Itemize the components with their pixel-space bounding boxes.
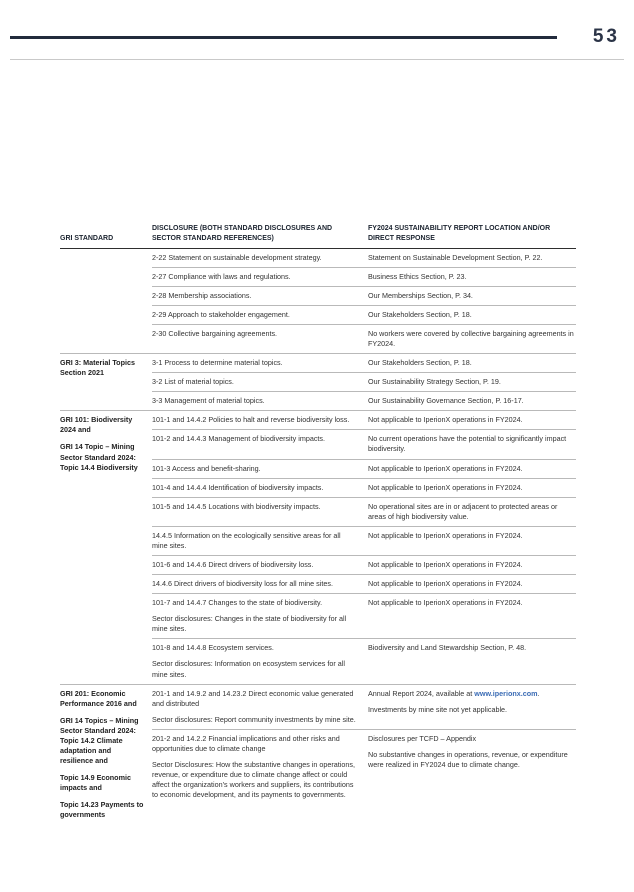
- response-text: Our Sustainability Governance Section, P. 16-17.: [368, 396, 524, 406]
- response-text: Our Stakeholders Section, P. 18.: [368, 358, 472, 368]
- response-text: Not applicable to IperionX operations in FY2024.: [368, 598, 523, 608]
- header-rule: [10, 36, 557, 39]
- disclosure-text: 3-2 List of material topics.: [152, 377, 234, 387]
- response-cell: [368, 287, 576, 305]
- disclosure-cell: [152, 373, 368, 391]
- disclosure-cell: [152, 479, 368, 497]
- gri-standard-text: Topic 14.9 Economic impacts and: [60, 773, 131, 793]
- gri-standard-text: GRI 201: Economic Performance 2016 and: [60, 688, 137, 708]
- table-row: [152, 730, 576, 804]
- gri-standard-text: GRI 14 Topics – Mining Sector Standard 2024: Topic 14.2 Climate adaptation and resilience and: [60, 715, 139, 766]
- response-cell: [368, 392, 576, 410]
- table-row: [152, 306, 576, 325]
- response-cell: [368, 460, 576, 478]
- response-cell: [368, 268, 576, 286]
- response-text: Biodiversity and Land Stewardship Section, P. 48.: [368, 643, 527, 653]
- response-text: Disclosures per TCFD – Appendix: [368, 733, 477, 743]
- response-text: No workers were covered by collective bargaining agreements in FY2024.: [368, 328, 574, 348]
- gri-standard-text: GRI 3: Material Topics Section 2021: [60, 358, 135, 378]
- response-cell: [368, 411, 576, 429]
- disclosure-cell: [152, 249, 368, 267]
- disclosure-cell: [152, 556, 368, 574]
- disclosure-cell: [152, 430, 368, 458]
- disclosure-text: 2-27 Compliance with laws and regulations.: [152, 271, 291, 281]
- response-text: Not applicable to IperionX operations in FY2024.: [368, 560, 523, 569]
- disclosure-text: 3-1 Process to determine material topics.: [152, 358, 283, 368]
- disclosure-cell: [152, 498, 368, 526]
- response-text: Annual Report 2024, available at www.iperionx.com.: [368, 688, 540, 698]
- disclosure-text: Sector disclosures: Changes in the state of biodiversity for all mine sites.: [152, 614, 347, 634]
- response-cell: [368, 594, 576, 638]
- disclosure-cell: [152, 268, 368, 286]
- response-cell: [368, 527, 576, 555]
- gri-index-table: [60, 224, 576, 824]
- table-row: [152, 498, 576, 527]
- disclosure-text: 201-1 and 14.9.2 and 14.23.2 Direct economic value generated and distributed: [152, 688, 354, 708]
- gri-standard-cell: [60, 249, 152, 353]
- page-number: 53: [592, 26, 620, 47]
- response-cell: [368, 479, 576, 497]
- header-divider: [10, 59, 624, 60]
- gri-index-table-body: [60, 249, 576, 825]
- disclosure-text: 3-3 Management of material topics.: [152, 396, 265, 406]
- response-text: Statement on Sustainable Development Section, P. 22.: [368, 252, 543, 262]
- disclosure-cell: [152, 306, 368, 324]
- response-cell: [368, 325, 576, 353]
- disclosure-cell: [152, 575, 368, 593]
- table-group: [60, 410, 576, 683]
- response-cell: [368, 685, 576, 729]
- disclosure-text: Sector disclosures: Information on ecosystem services for all mine sites.: [152, 659, 345, 679]
- response-cell: [368, 354, 576, 372]
- disclosure-cell: [152, 685, 368, 729]
- table-row: [152, 430, 576, 459]
- disclosure-text: 2-22 Statement on sustainable development strategy.: [152, 252, 322, 262]
- disclosure-text: 2-29 Approach to stakeholder engagement.: [152, 309, 290, 319]
- disclosure-cell: [152, 411, 368, 429]
- table-row: [152, 287, 576, 306]
- disclosure-cell: [152, 287, 368, 305]
- response-cell: [368, 306, 576, 324]
- iperionx-link[interactable]: www.iperionx.com: [474, 688, 538, 698]
- disclosure-cell: [152, 325, 368, 353]
- response-cell: [368, 249, 576, 267]
- gri-standard-cell: [60, 354, 152, 410]
- response-cell: [368, 556, 576, 574]
- disclosure-text: 201-2 and 14.2.2 Financial implications and other risks and opportunities due to climate change: [152, 733, 340, 753]
- gri-standard-text: GRI 14 Topic – Mining Sector Standard 2024: Topic 14.4 Biodiversity: [60, 442, 138, 472]
- response-cell: [368, 373, 576, 391]
- disclosure-cell: [152, 354, 368, 372]
- response-cell: [368, 575, 576, 593]
- table-row: [152, 373, 576, 392]
- table-row: [152, 594, 576, 639]
- disclosure-text: 101-4 and 14.4.4 Identification of biodiversity impacts.: [152, 482, 324, 492]
- table-row: [152, 268, 576, 287]
- table-row: [152, 479, 576, 498]
- response-cell: [368, 639, 576, 683]
- disclosure-text: 101-2 and 14.4.3 Management of biodiversity impacts.: [152, 434, 325, 444]
- table-header-row: [60, 224, 576, 249]
- table-group-rows: [152, 685, 576, 825]
- table-row: [152, 392, 576, 410]
- response-text: Not applicable to IperionX operations in FY2024.: [368, 530, 523, 540]
- disclosure-cell: [152, 594, 368, 638]
- response-text: Not applicable to IperionX operations in FY2024.: [368, 482, 523, 492]
- gri-standard-text: Topic 14.23 Payments to governments: [60, 800, 144, 820]
- disclosure-text: 101-1 and 14.4.2 Policies to halt and reverse biodiversity loss.: [152, 415, 350, 425]
- disclosure-text: 101-6 and 14.4.6 Direct drivers of biodiversity loss.: [152, 560, 314, 569]
- table-group-rows: [152, 354, 576, 410]
- gri-standard-cell: [60, 685, 152, 825]
- table-row: [152, 556, 576, 575]
- response-text: Investments by mine site not yet applicable.: [368, 704, 508, 714]
- response-cell: [368, 730, 576, 804]
- disclosure-text: 101-8 and 14.4.8 Ecosystem services.: [152, 643, 274, 653]
- table-group-rows: [152, 411, 576, 683]
- column-header-response: FY2024 SUSTAINABILITY REPORT LOCATION AND/OR DIRECT RESPONSE: [368, 225, 551, 242]
- disclosure-cell: [152, 392, 368, 410]
- disclosure-text: 14.4.6 Direct drivers of biodiversity loss for all mine sites.: [152, 579, 333, 589]
- response-text: Not applicable to IperionX operations in FY2024.: [368, 415, 523, 425]
- table-row: [152, 575, 576, 594]
- column-header-disclosure: DISCLOSURE (BOTH STANDARD DISCLOSURES AND SECTOR STANDARD REFERENCES): [152, 225, 333, 242]
- disclosure-cell: [152, 730, 368, 804]
- disclosure-cell: [152, 527, 368, 555]
- disclosure-cell: [152, 639, 368, 683]
- response-text: Our Sustainability Strategy Section, P. 19.: [368, 377, 501, 387]
- response-text: Our Memberships Section, P. 34.: [368, 290, 473, 300]
- table-row: [152, 639, 576, 683]
- gri-standard-cell: [60, 411, 152, 683]
- disclosure-text: 14.4.5 Information on the ecologically sensitive areas for all mine sites.: [152, 530, 341, 550]
- disclosure-text: 101-5 and 14.4.5 Locations with biodiversity impacts.: [152, 501, 321, 511]
- table-row: [152, 325, 576, 353]
- table-group-rows: [152, 249, 576, 353]
- disclosure-text: 2-30 Collective bargaining agreements.: [152, 328, 278, 338]
- table-row: [152, 354, 576, 373]
- table-group: [60, 684, 576, 825]
- table-group: [60, 353, 576, 410]
- gri-standard-text: GRI 101: Biodiversity 2024 and: [60, 415, 133, 435]
- response-cell: [368, 498, 576, 526]
- disclosure-text: 2-28 Membership associations.: [152, 290, 252, 300]
- disclosure-cell: [152, 460, 368, 478]
- response-text: Business Ethics Section, P. 23.: [368, 271, 467, 281]
- disclosure-text: 101-7 and 14.4.7 Changes to the state of biodiversity.: [152, 598, 323, 608]
- table-group: [60, 249, 576, 353]
- response-text: Not applicable to IperionX operations in FY2024.: [368, 579, 523, 589]
- table-row: [152, 685, 576, 730]
- response-text: Not applicable to IperionX operations in FY2024.: [368, 463, 523, 473]
- column-header-gri-standard: GRI STANDARD: [60, 234, 114, 242]
- table-row: [152, 249, 576, 268]
- response-text: No operational sites are in or adjacent to protected areas or areas of high biodiversity value.: [368, 501, 558, 521]
- table-row: [152, 411, 576, 430]
- table-row: [152, 527, 576, 556]
- response-text: Our Stakeholders Section, P. 18.: [368, 309, 472, 319]
- response-cell: [368, 430, 576, 458]
- disclosure-text: Sector Disclosures: How the substantive changes in operations, revenue, or expenditure due to climate change affect or could affect the organization’s workers and suppliers, its contributions to economic development, and its payments to governments.: [152, 760, 355, 800]
- table-row: [152, 460, 576, 479]
- response-text: No current operations have the potential to significantly impact biodiversity.: [368, 434, 567, 454]
- disclosure-text: Sector disclosures: Report community investments by mine site.: [152, 714, 356, 724]
- response-text: No substantive changes in operations, revenue, or expenditure were realized in FY2024 due to climate change.: [368, 749, 568, 770]
- disclosure-text: 101-3 Access and benefit-sharing.: [152, 463, 261, 473]
